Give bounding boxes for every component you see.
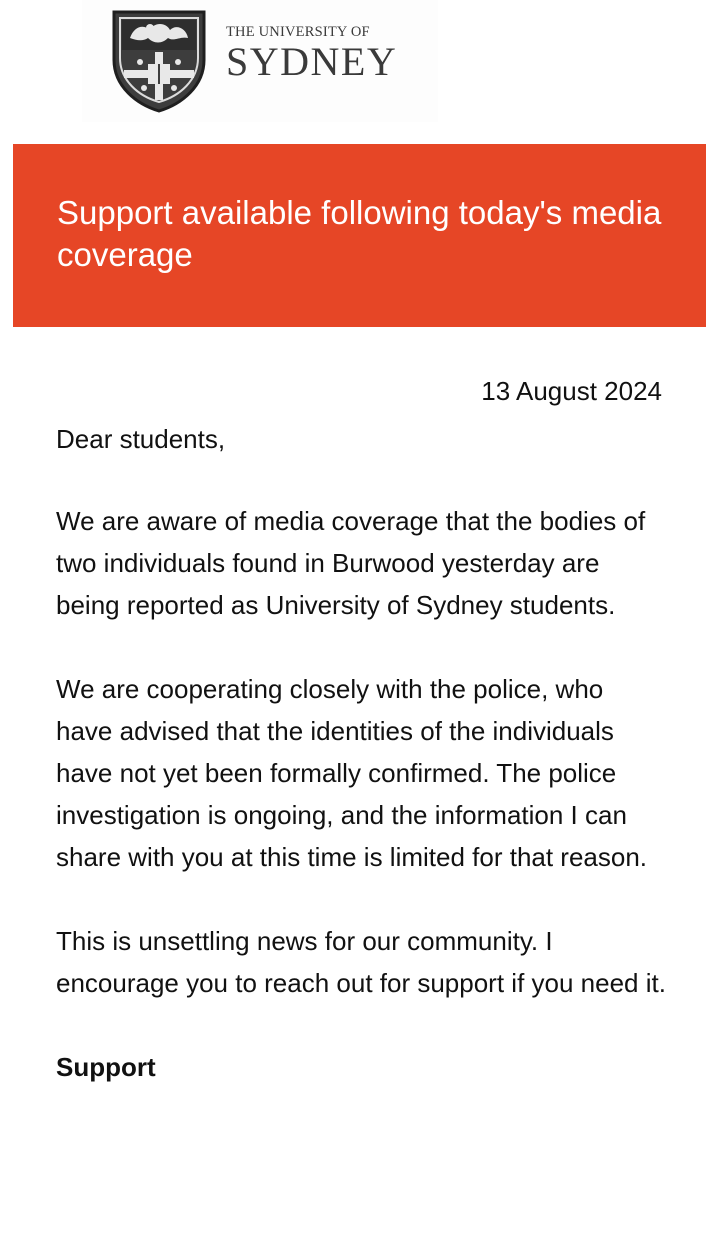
logo-line-2: SYDNEY <box>226 39 398 84</box>
logo-line-1: THE UNIVERSITY OF <box>226 24 370 40</box>
body-paragraph: We are cooperating closely with the police, who have advised that the identities of the individuals have not yet been formally confirmed. The police investigation is ongoing, and the information I can share with you at this time is limited for that reason. <box>56 674 648 872</box>
body-paragraph: We are aware of media coverage that the bodies of two individuals found in Burwood yesterday are being reported as University of Sydney students. <box>56 506 646 620</box>
email-body <box>56 418 666 1088</box>
body-paragraph: This is unsettling news for our community. I encourage you to reach out for support if you need it. <box>56 926 666 998</box>
university-logo-wordmark <box>226 24 397 83</box>
section-heading-support: Support <box>56 1052 156 1082</box>
greeting: Dear students, <box>56 424 226 454</box>
email-date: 13 August 2024 <box>481 376 662 406</box>
email-title: Support available following today's media coverage <box>57 194 662 273</box>
title-banner <box>13 144 706 327</box>
university-crest-icon <box>110 8 208 114</box>
